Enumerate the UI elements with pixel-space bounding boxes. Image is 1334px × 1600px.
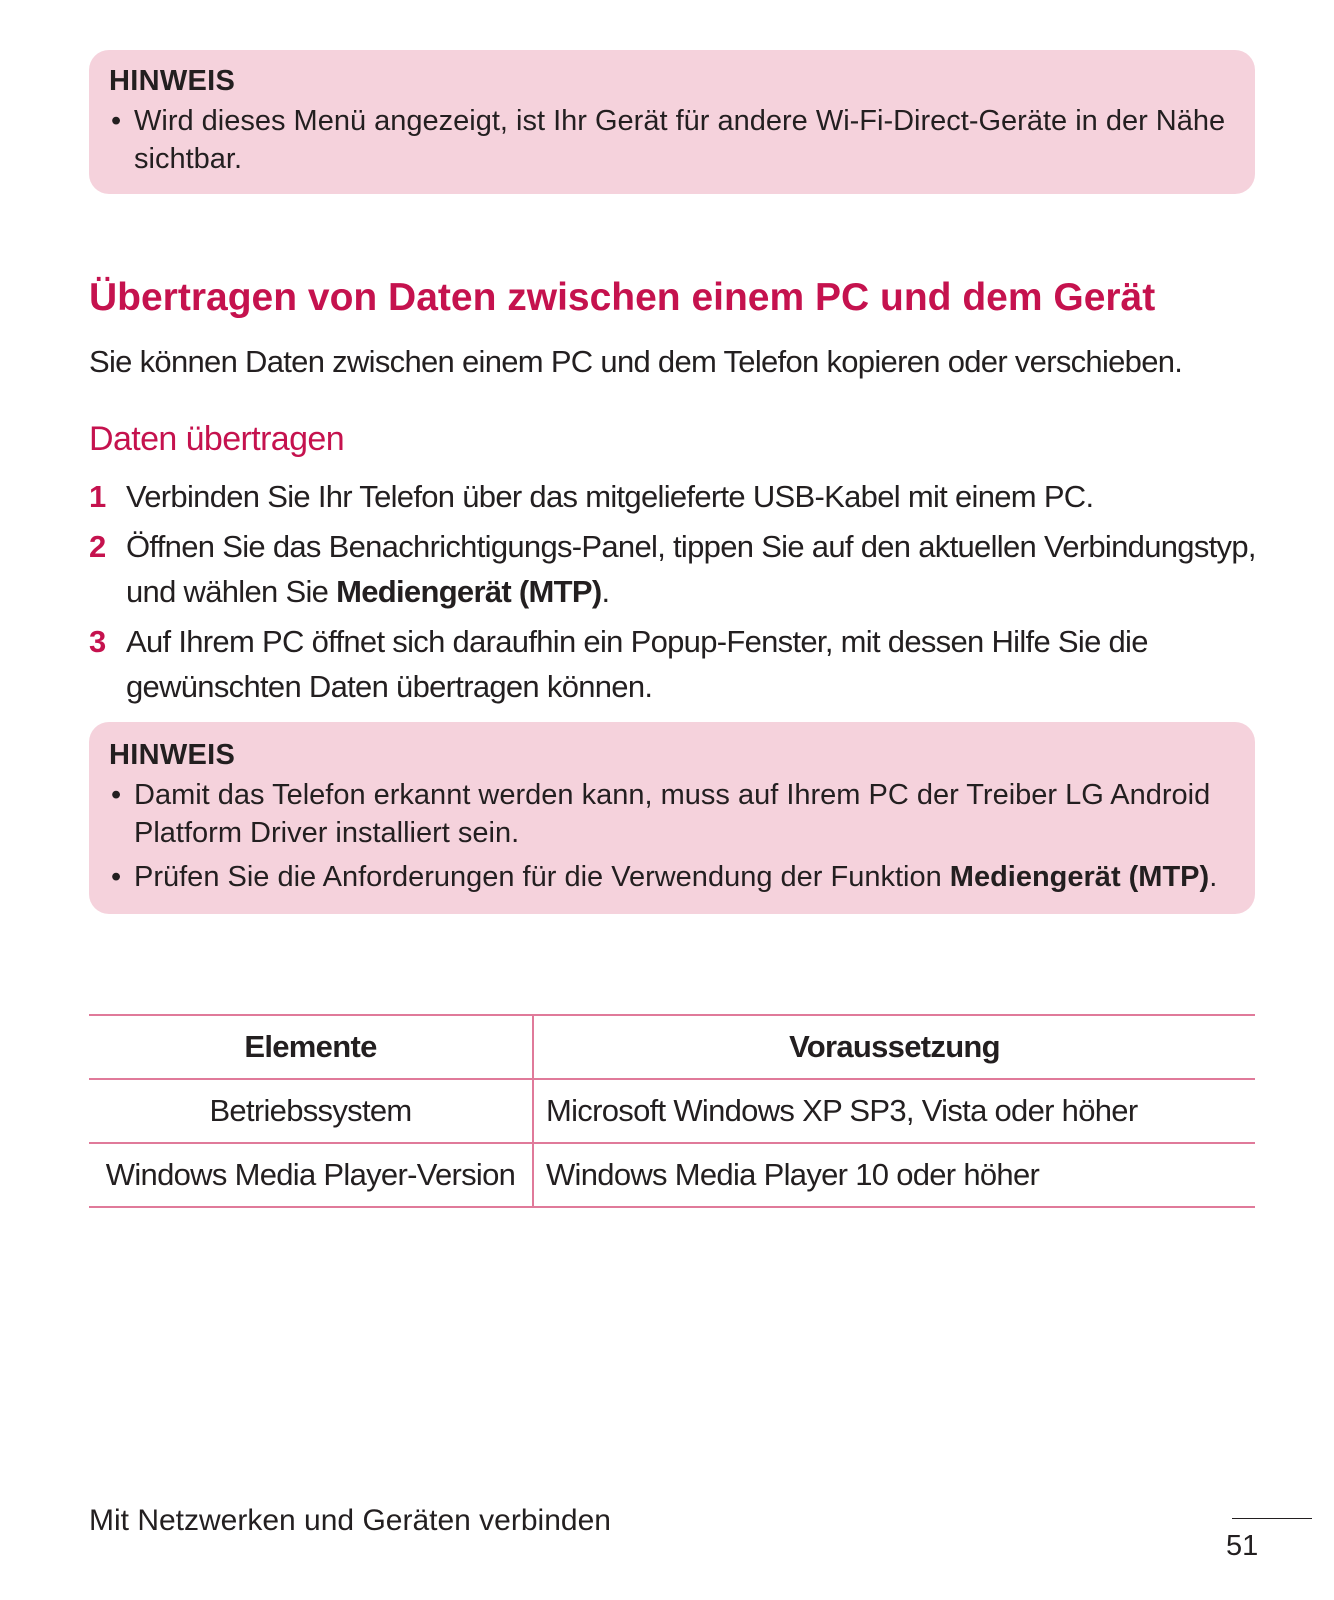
table-header-row xyxy=(89,1015,1255,1079)
step-1 xyxy=(89,474,1259,519)
step-text: Verbinden Sie Ihr Telefon über das mitgelieferte USB-Kabel mit einem PC. xyxy=(126,479,1094,514)
note-bold-term: Mediengerät (MTP) xyxy=(949,861,1210,893)
bullet-dot: • xyxy=(111,105,122,137)
note-bullet-text: Wird dieses Menü angezeigt, ist Ihr Gerät für andere Wi-Fi-Direct-Geräte in der Nähe sichtbar. xyxy=(134,105,1226,175)
step-number: 2 xyxy=(89,529,106,564)
table-row xyxy=(89,1143,1255,1207)
table-header-cell: Elemente xyxy=(89,1015,533,1079)
note-bullet-end: . xyxy=(1209,861,1218,893)
bullet-dot: • xyxy=(111,861,122,893)
note-bullet-text: Prüfen Sie die Anforderungen für die Verwendung der Funktion xyxy=(134,861,950,893)
subsection-heading: Daten übertragen xyxy=(89,420,345,458)
note-box-driver xyxy=(89,722,1255,914)
note-title: HINWEIS xyxy=(109,739,236,771)
step-text-end: . xyxy=(601,574,610,609)
page-number-rule xyxy=(1232,1518,1312,1519)
bullet-dot: • xyxy=(111,779,122,811)
page-number: 51 xyxy=(1226,1530,1259,1562)
note-bullet xyxy=(109,776,1235,852)
step-text: Öffnen Sie das Benachrichtigungs-Panel, tippen Sie auf den aktuellen Verbindungstyp, und wählen Sie xyxy=(126,529,1256,609)
table-cell: Microsoft Windows XP SP3, Vista oder höher xyxy=(533,1079,1255,1143)
note-box-wifi-direct xyxy=(89,50,1255,194)
table-cell: Windows Media Player 10 oder höher xyxy=(533,1143,1255,1207)
step-bold-term: Mediengerät (MTP) xyxy=(336,574,602,609)
step-text: Auf Ihrem PC öffnet sich daraufhin ein Popup-Fenster, mit dessen Hilfe Sie die gewünschten Daten übertragen können. xyxy=(126,624,1148,704)
note-bullet xyxy=(109,102,1235,178)
step-2 xyxy=(89,524,1259,614)
table-cell: Betriebssystem xyxy=(89,1079,533,1143)
step-number: 3 xyxy=(89,624,106,659)
note-bullet xyxy=(109,858,1235,896)
step-number: 1 xyxy=(89,479,106,514)
table-cell: Windows Media Player-Version xyxy=(89,1143,533,1207)
table-header-cell: Voraussetzung xyxy=(533,1015,1255,1079)
section-heading: Übertragen von Daten zwischen einem PC und dem Gerät xyxy=(89,276,1156,319)
step-3 xyxy=(89,619,1259,709)
table-row xyxy=(89,1079,1255,1143)
requirements-table xyxy=(89,1014,1255,1208)
footer-chapter-title: Mit Netzwerken und Geräten verbinden xyxy=(89,1504,611,1537)
step-list xyxy=(89,474,1259,714)
note-bullet-text: Damit das Telefon erkannt werden kann, muss auf Ihrem PC der Treiber LG Android Platform Driver installiert sein. xyxy=(134,779,1211,849)
section-intro: Sie können Daten zwischen einem PC und dem Telefon kopieren oder verschieben. xyxy=(89,344,1183,379)
note-title: HINWEIS xyxy=(109,65,236,97)
